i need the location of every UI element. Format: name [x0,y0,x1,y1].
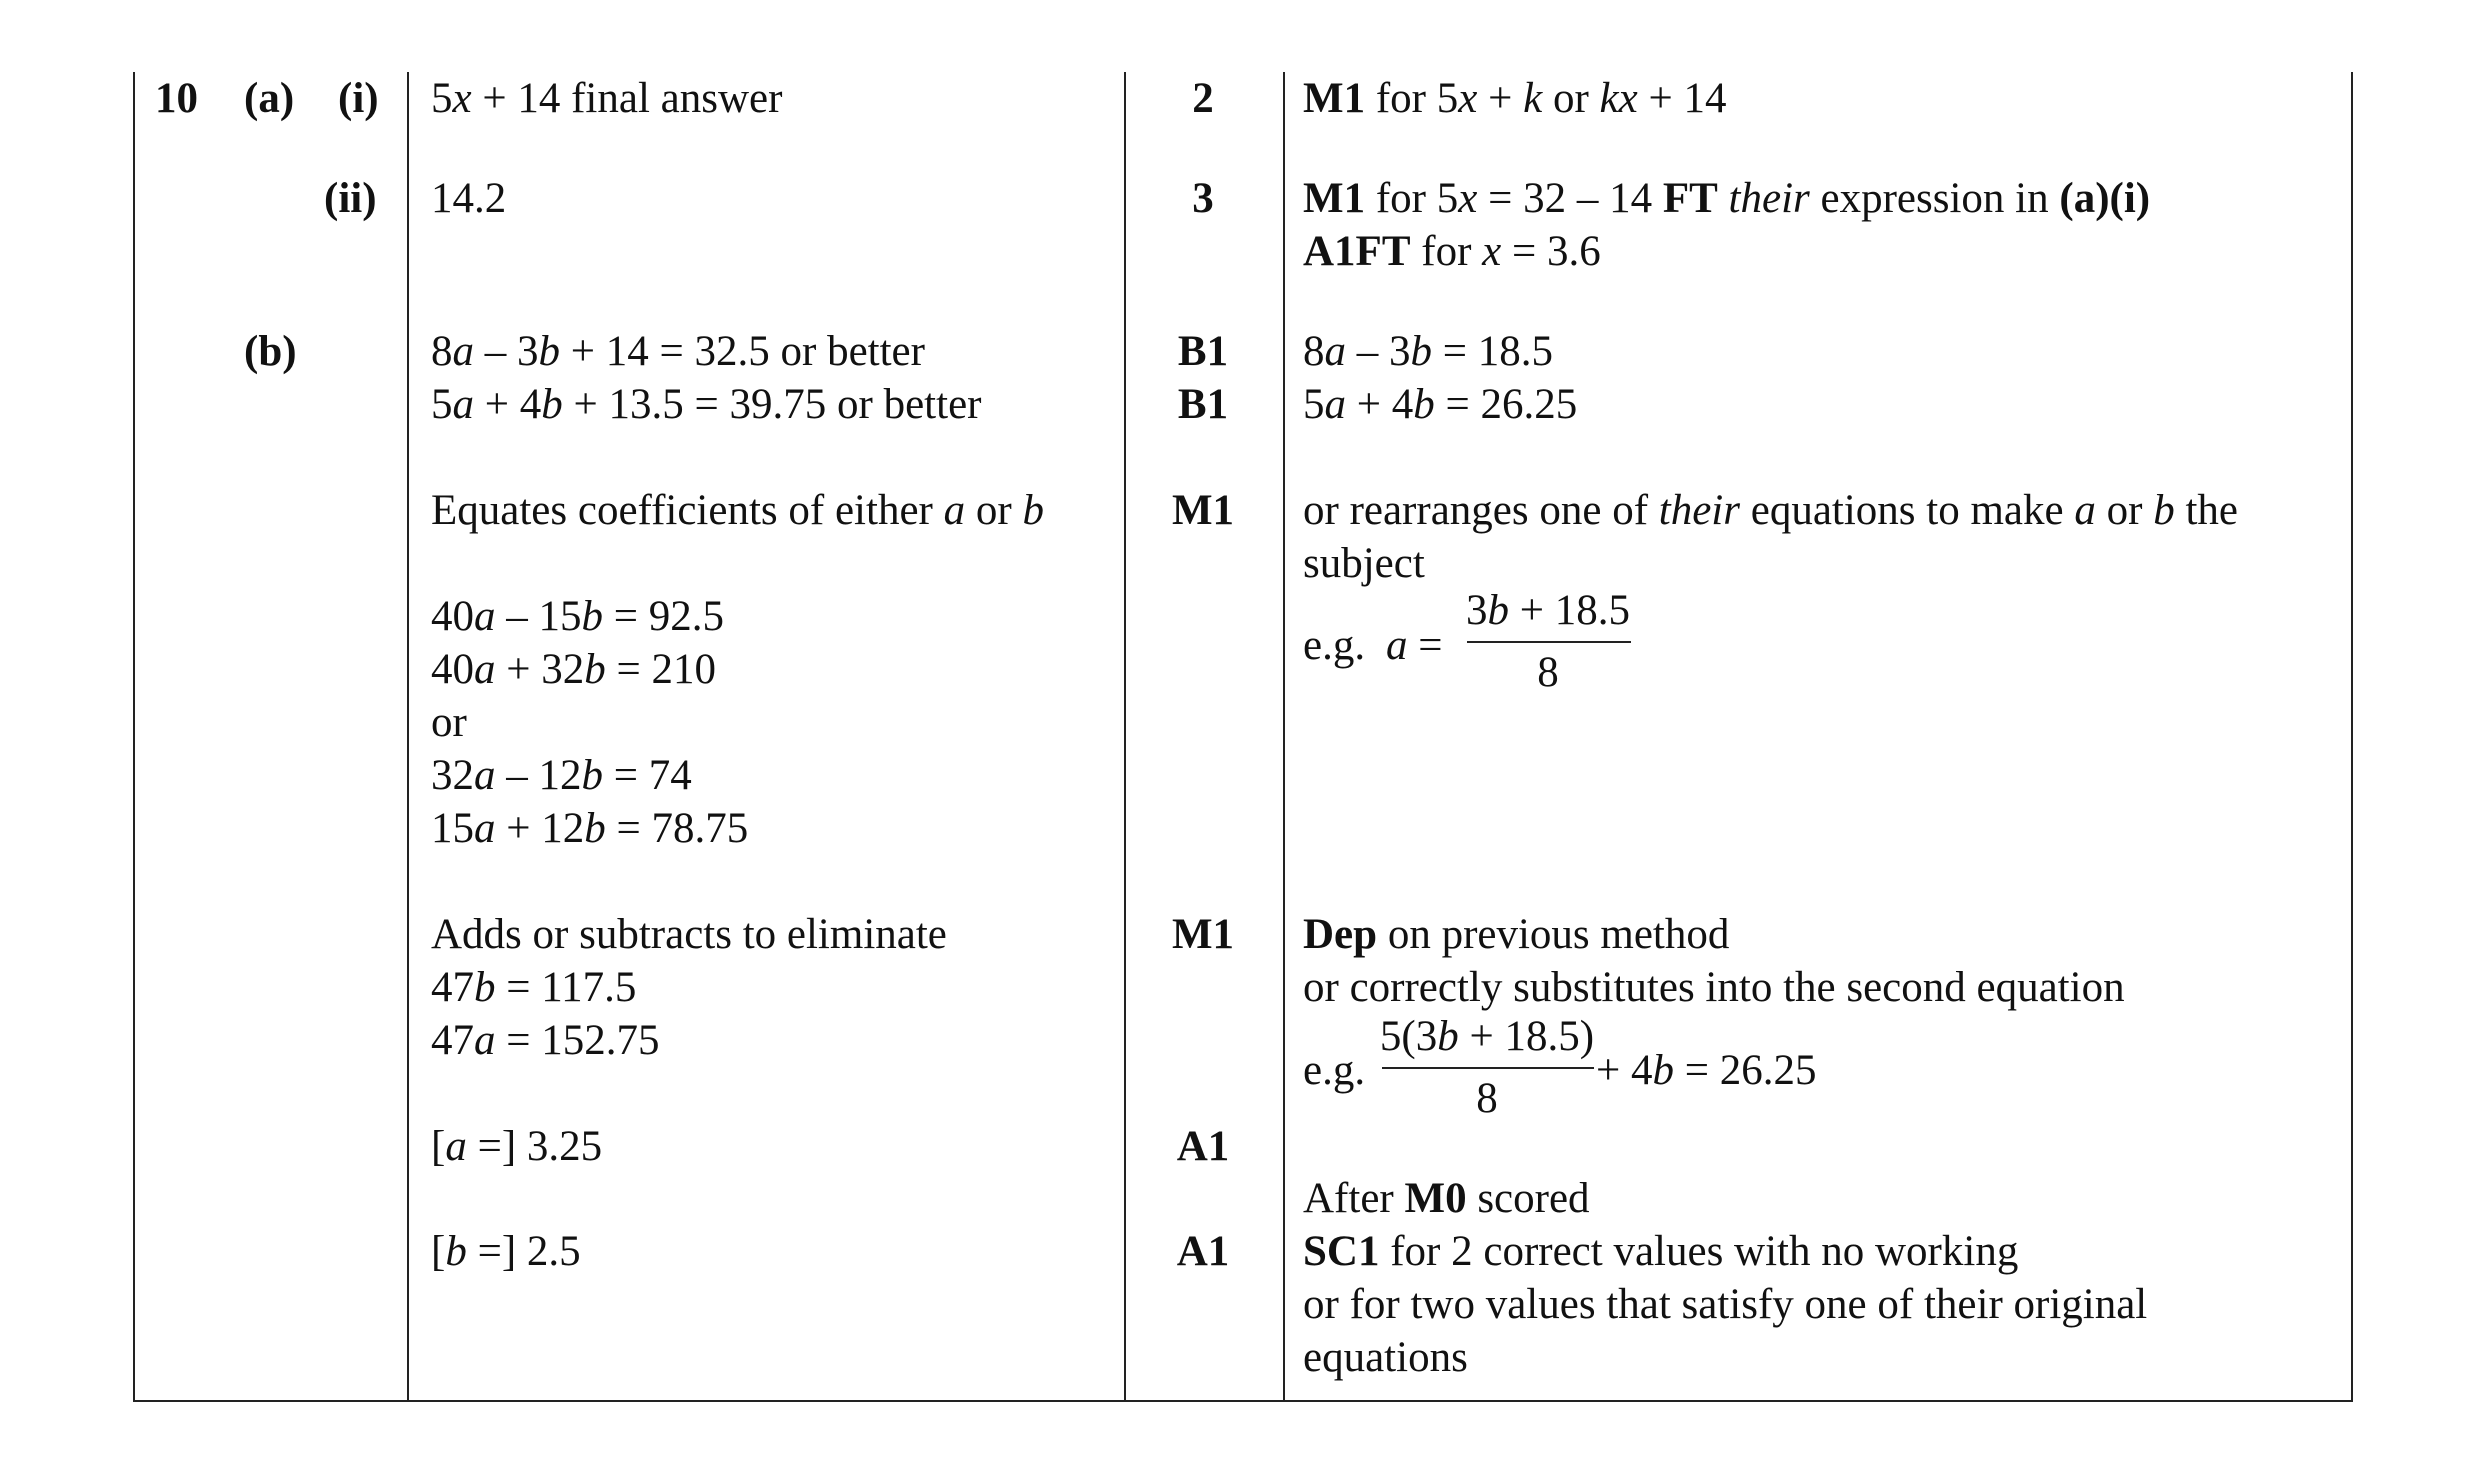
fraction-bar [1467,641,1631,643]
table-border-left [133,72,135,1402]
answer-b-line-11: 47a = 152.75 [431,1017,660,1064]
answer-b-line-6: or [431,699,467,746]
mark-b1-second: B1 [1177,381,1229,428]
mark-a-i: 2 [1192,75,1214,122]
mark-m1-second: M1 [1171,911,1235,958]
fraction-denominator: 8 [1476,1075,1498,1122]
guidance-b-line-6: or correctly substitutes into the second equation [1303,964,2125,1011]
guidance-b-line-3: or rearranges one of their equations to make a or b the [1303,487,2238,534]
answer-b-line-1: 8a – 3b + 14 = 32.5 or better [431,328,925,375]
guidance-b-line-2: 5a + 4b = 26.25 [1303,381,1578,428]
guidance-b-line-4: subject [1303,540,1425,587]
answer-b-line-2: 5a + 4b + 13.5 = 39.75 or better [431,381,982,428]
answer-b-line-8: 15a + 12b = 78.75 [431,805,749,852]
table-border-bottom [133,1400,2353,1402]
mark-a1-first: A1 [1176,1123,1230,1170]
guidance-a-ii-line-1: M1 for 5x = 32 – 14 FT their expression in (a)(i) [1303,175,2151,222]
answer-b-line-5: 40a + 32b = 210 [431,646,717,693]
fraction-numerator: 3b + 18.5 [1465,587,1630,634]
answer-b-line-13: [b =] 2.5 [431,1228,581,1275]
question-number: 10 [155,75,198,122]
guidance-b-line-9: or for two values that satisfy one of their original [1303,1281,2148,1328]
fraction-numerator: 5(3b + 18.5) [1379,1013,1595,1060]
mark-a-ii: 3 [1192,175,1214,222]
answer-b-line-12: [a =] 3.25 [431,1123,603,1170]
guidance-b-line-10: equations [1303,1334,1468,1381]
answer-b-line-4: 40a – 15b = 92.5 [431,593,725,640]
guidance-b-line-8: SC1 for 2 correct values with no working [1303,1228,2019,1275]
guidance-eg-label-1: e.g. [1303,622,1366,669]
answer-b-line-10: 47b = 117.5 [431,964,637,1011]
part-b-label: (b) [244,328,297,375]
guidance-a-ii-line-2: A1FT for x = 3.6 [1303,228,1601,275]
mark-b1-first: B1 [1177,328,1229,375]
fraction-substitution [1378,1010,1596,1130]
guidance-eg-label-2: e.g. [1303,1047,1366,1094]
guidance-b-line-1: 8a – 3b = 18.5 [1303,328,1554,375]
column-divider-answer [407,72,409,1402]
table-border-right [2351,72,2353,1402]
guidance-b-line-5: Dep on previous method [1303,911,1730,958]
answer-b-line-9: Adds or subtracts to eliminate [431,911,947,958]
guidance-a-i: M1 for 5x + k or kx + 14 [1303,75,1727,122]
fraction-rearranged-a [1463,584,1633,704]
mark-m1-first: M1 [1171,487,1235,534]
answer-a-i: 5x + 14 final answer [431,75,783,122]
guidance-eg-lhs-1: a = [1386,622,1443,669]
sub-i-label: (i) [338,75,379,122]
sub-ii-label: (ii) [324,175,377,222]
mark-scheme-table [133,72,2353,1402]
guidance-b-line-7: After M0 scored [1303,1175,1590,1222]
part-a-label: (a) [244,75,295,122]
fraction-bar [1382,1067,1594,1069]
answer-b-line-7: 32a – 12b = 74 [431,752,692,799]
mark-a1-second: A1 [1176,1228,1230,1275]
column-divider-guidance [1283,72,1285,1402]
answer-b-line-3: Equates coefficients of either a or b [431,487,1044,534]
answer-a-ii: 14.2 [431,175,507,222]
column-divider-marks [1124,72,1126,1402]
guidance-eg-rhs-2: + 4b = 26.25 [1596,1047,1817,1094]
fraction-denominator: 8 [1537,649,1559,696]
